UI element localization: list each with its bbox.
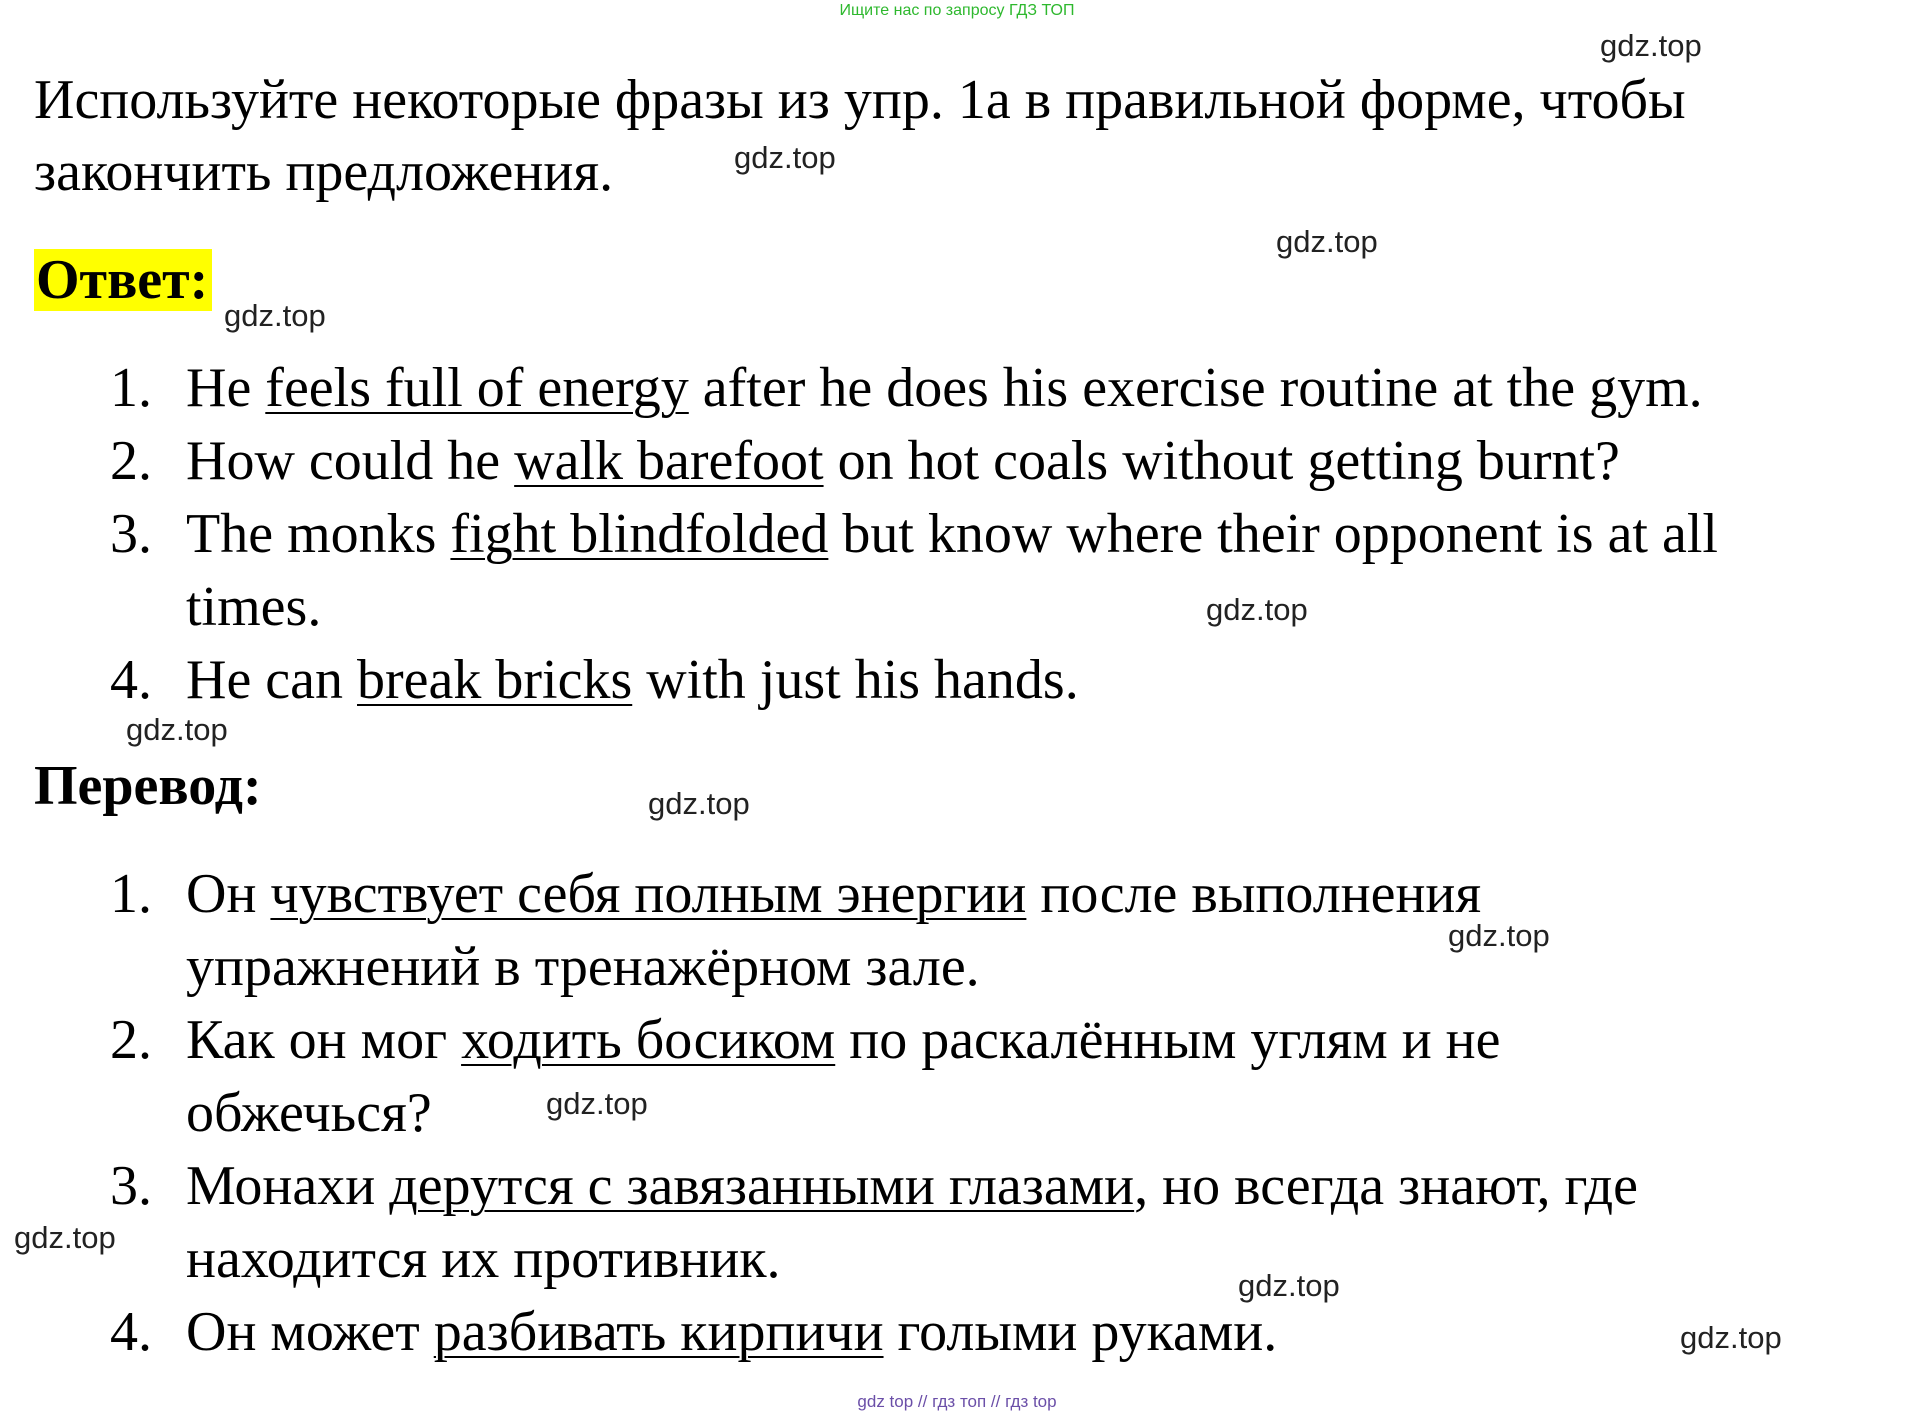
watermark: gdz.top <box>648 786 750 821</box>
watermark: gdz.top <box>1600 28 1702 63</box>
watermark: gdz.top <box>734 140 836 175</box>
underlined-phrase: feels full of energy <box>265 357 689 419</box>
instruction-line-2: закончить предложения. <box>34 141 614 203</box>
answer-number: 3. <box>110 503 152 565</box>
sentence-text: on hot coals without getting burnt? <box>823 430 1620 492</box>
answer-sentence-3 <box>186 498 1718 570</box>
instruction-line-1: Используйте некоторые фразы из упр. 1а в правильной форме, чтобы <box>34 69 1686 131</box>
translation-sentence-3-continued: находится их противник. <box>186 1228 781 1290</box>
answer-sentence-1 <box>186 352 1703 424</box>
underlined-phrase: чувствует себя полным энергии <box>270 863 1027 925</box>
translation-heading: Перевод: <box>34 755 262 817</box>
underlined-phrase: walk barefoot <box>514 430 824 492</box>
watermark: gdz.top <box>1238 1268 1340 1303</box>
watermark: gdz.top <box>126 712 228 747</box>
sentence-text: по раскалённым углям и не <box>835 1009 1501 1071</box>
answer-heading <box>34 248 212 312</box>
footer: gdz top // гдз топ // гдз top <box>857 1392 1057 1411</box>
sentence-text: Как он мог <box>186 1009 462 1071</box>
sentence-text: после выполнения <box>1026 863 1482 925</box>
translation-number: 1. <box>110 863 152 925</box>
translation-sentence-3 <box>186 1150 1638 1222</box>
underlined-phrase: разбивать кирпичи <box>433 1301 884 1363</box>
watermark: gdz.top <box>1680 1320 1782 1355</box>
translation-sentence-2-continued: обжечься? <box>186 1082 432 1144</box>
underlined-phrase: break bricks <box>357 649 633 711</box>
sentence-text: How could he <box>186 430 515 492</box>
sentence-text: but know where their opponent is at all <box>828 503 1718 565</box>
sentence-text: after he does his exercise routine at the gym. <box>688 357 1703 419</box>
watermark: gdz.top <box>546 1086 648 1121</box>
watermark: gdz.top <box>1276 224 1378 259</box>
translation-sentence-1-continued: упражнений в тренажёрном зале. <box>186 936 980 998</box>
answer-sentence-3-continued: times. <box>186 576 322 638</box>
underlined-phrase: fight blindfolded <box>450 503 829 565</box>
answer-number: 2. <box>110 430 152 492</box>
underlined-phrase: дерутся с завязанными глазами <box>389 1155 1135 1217</box>
translation-sentence-2 <box>186 1004 1500 1076</box>
watermark: gdz.top <box>1448 918 1550 953</box>
sentence-text: Он <box>186 863 271 925</box>
answer-heading-label: Ответ: <box>34 249 212 311</box>
sentence-text: The monks <box>186 503 451 565</box>
translation-sentence-1 <box>186 858 1481 930</box>
translation-number: 3. <box>110 1155 152 1217</box>
sentence-text: with just his hands. <box>632 649 1079 711</box>
sentence-text: Он может <box>186 1301 434 1363</box>
sentence-text: голыми руками. <box>883 1301 1278 1363</box>
answer-number: 1. <box>110 357 152 419</box>
sentence-text: Монахи <box>186 1155 390 1217</box>
underlined-phrase: ходить босиком <box>461 1009 836 1071</box>
watermark: gdz.top <box>224 298 326 333</box>
sentence-text: He <box>186 357 266 419</box>
sentence-text: , но всегда знают, где <box>1134 1155 1638 1217</box>
answer-sentence-2 <box>186 425 1620 497</box>
answer-sentence-4 <box>186 644 1079 716</box>
answer-number: 4. <box>110 649 152 711</box>
sentence-text: He can <box>186 649 358 711</box>
watermark: gdz.top <box>1206 592 1308 627</box>
translation-sentence-4 <box>186 1296 1277 1368</box>
watermark: gdz.top <box>14 1220 116 1255</box>
translation-number: 2. <box>110 1009 152 1071</box>
translation-number: 4. <box>110 1301 152 1363</box>
top-note: Ищите нас по запросу ГДЗ ТОП <box>839 2 1075 19</box>
